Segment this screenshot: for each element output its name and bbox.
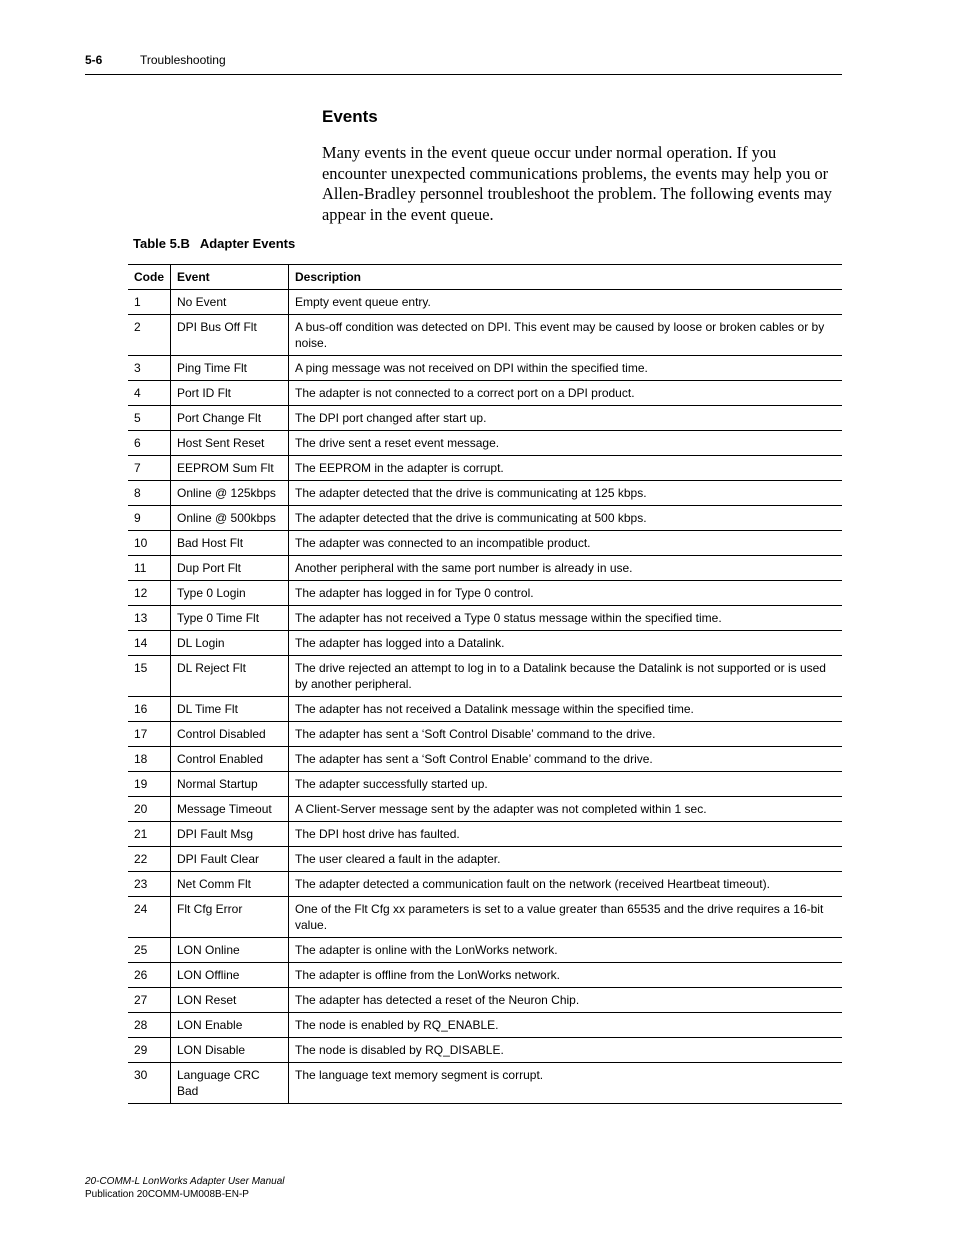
cell-description: The drive sent a reset event message. — [289, 431, 843, 456]
table-row — [128, 556, 842, 581]
cell-description: The adapter detected a communication fault on the network (received Heartbeat timeout). — [289, 872, 843, 897]
cell-code: 25 — [128, 938, 171, 963]
cell-code: 8 — [128, 481, 171, 506]
cell-code: 6 — [128, 431, 171, 456]
cell-description: Empty event queue entry. — [289, 290, 843, 315]
cell-event: Net Comm Flt — [171, 872, 289, 897]
cell-description: The EEPROM in the adapter is corrupt. — [289, 456, 843, 481]
cell-event: Control Enabled — [171, 747, 289, 772]
column-header-description: Description — [289, 265, 843, 290]
cell-event: Normal Startup — [171, 772, 289, 797]
cell-code: 20 — [128, 797, 171, 822]
table-row — [128, 631, 842, 656]
cell-event: Type 0 Login — [171, 581, 289, 606]
cell-code: 29 — [128, 1038, 171, 1063]
footer-publication: Publication 20COMM-UM008B-EN-P — [85, 1188, 249, 1200]
cell-code: 19 — [128, 772, 171, 797]
cell-description: The adapter has logged into a Datalink. — [289, 631, 843, 656]
table-row — [128, 772, 842, 797]
table-row — [128, 406, 842, 431]
table-row — [128, 431, 842, 456]
table-row — [128, 847, 842, 872]
section-name: Troubleshooting — [140, 53, 226, 67]
cell-event: No Event — [171, 290, 289, 315]
table-row — [128, 456, 842, 481]
section-title: Events — [322, 107, 378, 126]
cell-event: LON Enable — [171, 1013, 289, 1038]
table-row — [128, 1038, 842, 1063]
cell-event: Control Disabled — [171, 722, 289, 747]
table-row — [128, 963, 842, 988]
cell-code: 22 — [128, 847, 171, 872]
adapter-events-table — [128, 264, 842, 1104]
cell-event: Message Timeout — [171, 797, 289, 822]
table-row — [128, 722, 842, 747]
cell-code: 13 — [128, 606, 171, 631]
table-row — [128, 581, 842, 606]
cell-event: Type 0 Time Flt — [171, 606, 289, 631]
table-caption-title: Adapter Events — [199, 236, 296, 251]
cell-description: The adapter has sent a ‘Soft Control Enable’ command to the drive. — [289, 747, 843, 772]
column-header-code: Code — [128, 265, 171, 290]
cell-code: 23 — [128, 872, 171, 897]
cell-event: Language CRC Bad — [171, 1063, 289, 1104]
table-row — [128, 697, 842, 722]
table-row — [128, 531, 842, 556]
cell-description: The adapter is offline from the LonWorks network. — [289, 963, 843, 988]
cell-event: DPI Fault Msg — [171, 822, 289, 847]
table-row — [128, 656, 842, 697]
cell-event: Host Sent Reset — [171, 431, 289, 456]
cell-event: DPI Bus Off Flt — [171, 315, 289, 356]
table-row — [128, 290, 842, 315]
column-header-event: Event — [171, 265, 289, 290]
cell-code: 26 — [128, 963, 171, 988]
cell-code: 24 — [128, 897, 171, 938]
cell-code: 30 — [128, 1063, 171, 1104]
cell-event: Online @ 500kbps — [171, 506, 289, 531]
cell-description: The adapter detected that the drive is communicating at 500 kbps. — [289, 506, 843, 531]
cell-event: LON Disable — [171, 1038, 289, 1063]
cell-code: 4 — [128, 381, 171, 406]
cell-description: The adapter was connected to an incompatible product. — [289, 531, 843, 556]
table-row — [128, 897, 842, 938]
cell-description: The adapter is online with the LonWorks network. — [289, 938, 843, 963]
cell-code: 12 — [128, 581, 171, 606]
cell-code: 21 — [128, 822, 171, 847]
cell-description: The adapter detected that the drive is communicating at 125 kbps. — [289, 481, 843, 506]
cell-code: 9 — [128, 506, 171, 531]
table-row — [128, 1063, 842, 1104]
cell-event: Port ID Flt — [171, 381, 289, 406]
table-row — [128, 606, 842, 631]
page-footer — [85, 1176, 285, 1201]
cell-event: Bad Host Flt — [171, 531, 289, 556]
cell-description: The adapter is not connected to a correct port on a DPI product. — [289, 381, 843, 406]
cell-code: 27 — [128, 988, 171, 1013]
table-row — [128, 1013, 842, 1038]
cell-event: LON Reset — [171, 988, 289, 1013]
table-row — [128, 356, 842, 381]
table-row — [128, 481, 842, 506]
cell-code: 5 — [128, 406, 171, 431]
table-row — [128, 988, 842, 1013]
cell-description: The adapter successfully started up. — [289, 772, 843, 797]
cell-event: Ping Time Flt — [171, 356, 289, 381]
page-header — [85, 52, 842, 75]
cell-event: DL Login — [171, 631, 289, 656]
cell-description: A ping message was not received on DPI within the specified time. — [289, 356, 843, 381]
cell-event: DPI Fault Clear — [171, 847, 289, 872]
cell-event: Dup Port Flt — [171, 556, 289, 581]
cell-description: The node is enabled by RQ_ENABLE. — [289, 1013, 843, 1038]
cell-event: DL Time Flt — [171, 697, 289, 722]
table-row — [128, 872, 842, 897]
table-row — [128, 797, 842, 822]
intro-paragraph: Many events in the event queue occur under normal operation. If you encounter unexpected communications problems, the events may help you or Allen-Bradley personnel troubleshoot the problem. The following events may appear in the event queue. — [322, 143, 832, 224]
cell-description: The adapter has not received a Datalink message within the specified time. — [289, 697, 843, 722]
cell-description: The adapter has logged in for Type 0 control. — [289, 581, 843, 606]
cell-code: 7 — [128, 456, 171, 481]
cell-code: 28 — [128, 1013, 171, 1038]
cell-event: LON Offline — [171, 963, 289, 988]
cell-description: The language text memory segment is corrupt. — [289, 1063, 843, 1104]
table-body — [128, 290, 842, 1104]
page-number: 5-6 — [85, 53, 103, 67]
cell-event: Online @ 125kbps — [171, 481, 289, 506]
cell-description: Another peripheral with the same port number is already in use. — [289, 556, 843, 581]
cell-code: 3 — [128, 356, 171, 381]
cell-event: EEPROM Sum Flt — [171, 456, 289, 481]
table-row — [128, 938, 842, 963]
cell-description: The user cleared a fault in the adapter. — [289, 847, 843, 872]
table-caption-label: Table 5.B — [133, 236, 190, 251]
table-row — [128, 822, 842, 847]
cell-event: Port Change Flt — [171, 406, 289, 431]
cell-description: The DPI port changed after start up. — [289, 406, 843, 431]
cell-code: 16 — [128, 697, 171, 722]
footer-manual-title: 20-COMM-L LonWorks Adapter User Manual — [85, 1176, 285, 1187]
table-row — [128, 747, 842, 772]
cell-description: The adapter has detected a reset of the Neuron Chip. — [289, 988, 843, 1013]
cell-code: 1 — [128, 290, 171, 315]
table-header-row — [128, 265, 842, 290]
cell-code: 11 — [128, 556, 171, 581]
cell-description: A bus-off condition was detected on DPI. This event may be caused by loose or broken cables or by noise. — [289, 315, 843, 356]
table-row — [128, 506, 842, 531]
cell-code: 14 — [128, 631, 171, 656]
cell-event: Flt Cfg Error — [171, 897, 289, 938]
table-row — [128, 381, 842, 406]
table-caption — [133, 236, 295, 251]
cell-event: LON Online — [171, 938, 289, 963]
cell-description: One of the Flt Cfg xx parameters is set to a value greater than 65535 and the drive requires a 16-bit value. — [289, 897, 843, 938]
cell-description: The adapter has sent a ‘Soft Control Disable’ command to the drive. — [289, 722, 843, 747]
table-row — [128, 315, 842, 356]
cell-code: 18 — [128, 747, 171, 772]
cell-description: The adapter has not received a Type 0 status message within the specified time. — [289, 606, 843, 631]
cell-description: The drive rejected an attempt to log in to a Datalink because the Datalink is not supported or is used by another peripheral. — [289, 656, 843, 697]
cell-description: The DPI host drive has faulted. — [289, 822, 843, 847]
cell-code: 17 — [128, 722, 171, 747]
cell-code: 15 — [128, 656, 171, 697]
cell-description: A Client-Server message sent by the adapter was not completed within 1 sec. — [289, 797, 843, 822]
cell-code: 2 — [128, 315, 171, 356]
cell-event: DL Reject Flt — [171, 656, 289, 697]
cell-description: The node is disabled by RQ_DISABLE. — [289, 1038, 843, 1063]
cell-code: 10 — [128, 531, 171, 556]
